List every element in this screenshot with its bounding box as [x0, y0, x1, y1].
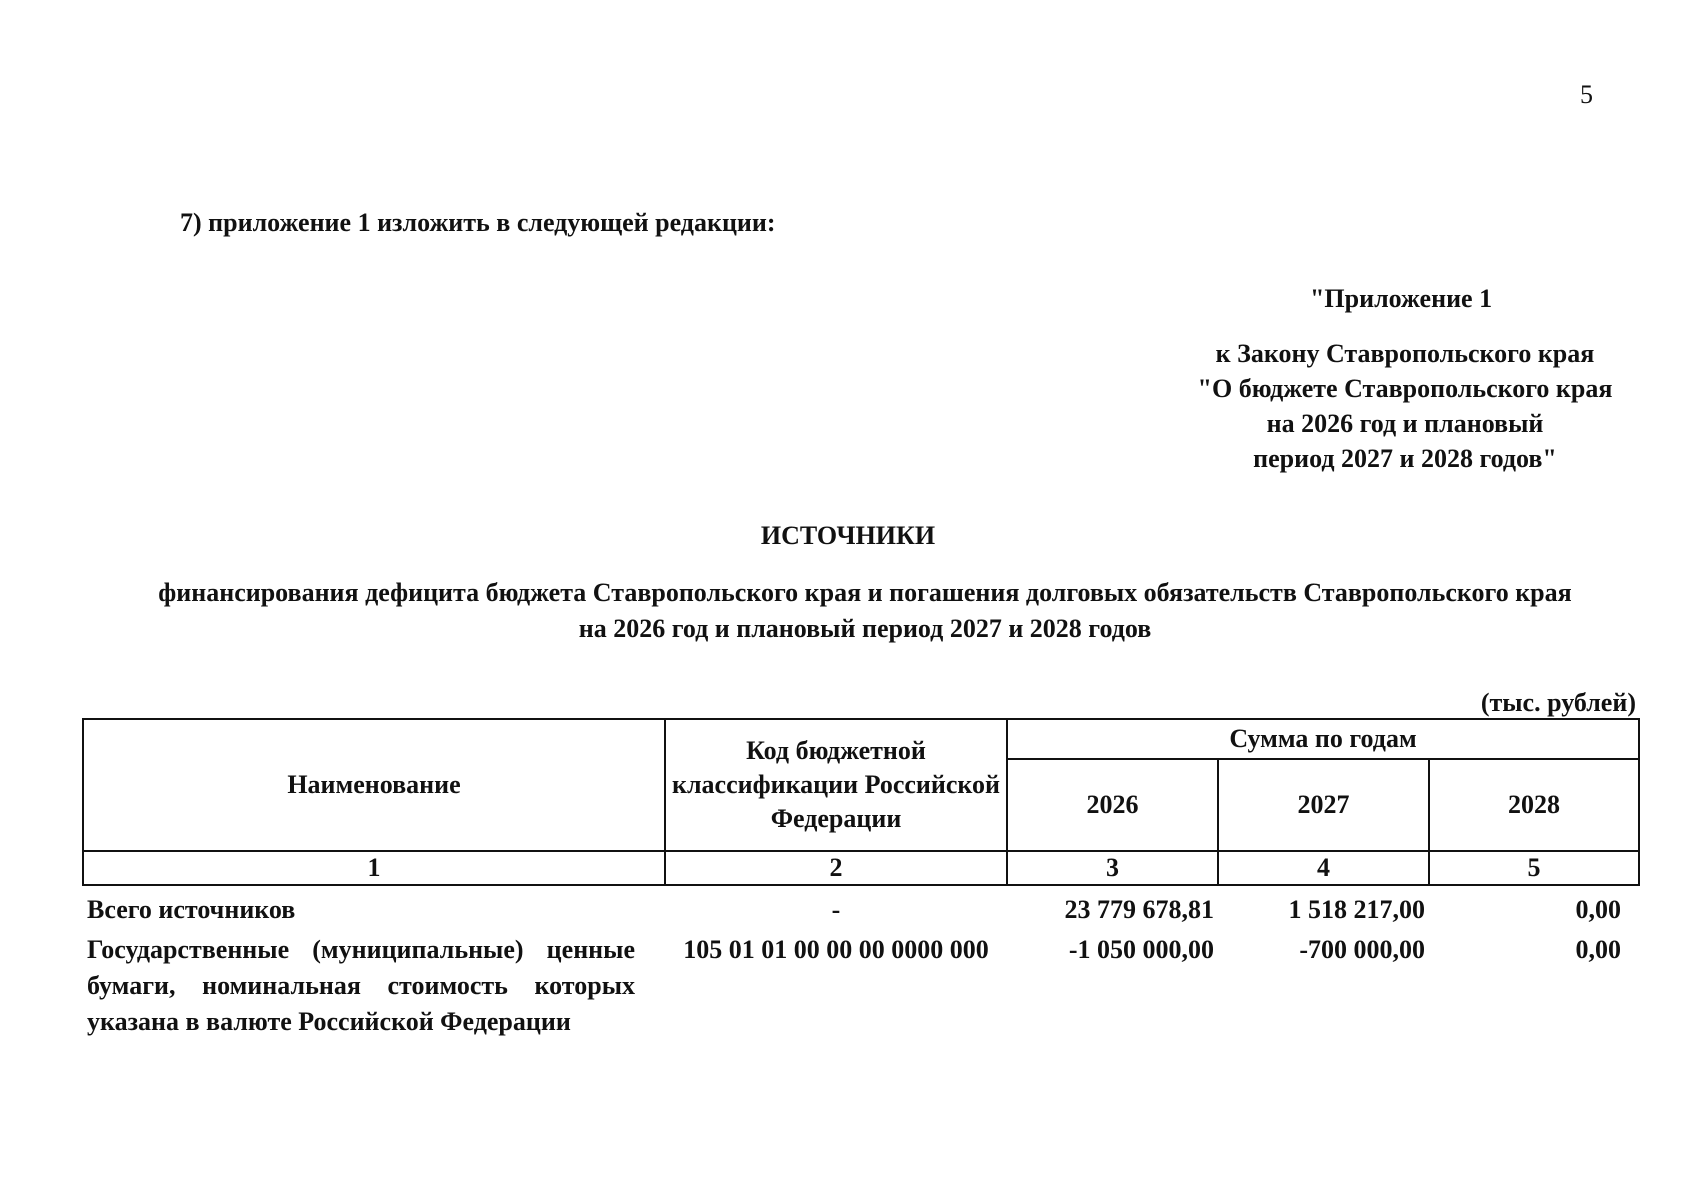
table-row	[83, 930, 1639, 1042]
header-code: Код бюджетной классификации Российской Федерации	[665, 719, 1007, 851]
row-amount-2028: 0,00	[1575, 895, 1622, 924]
row-amount-2027: 1 518 217,00	[1288, 895, 1425, 924]
header-sum-by-years: Сумма по годам	[1007, 719, 1639, 759]
document-subheading	[100, 575, 1630, 647]
header-year: 2026	[1007, 759, 1218, 851]
column-number: 3	[1007, 851, 1218, 885]
appendix-ref-line: "О бюджете Ставропольского края	[1197, 374, 1613, 403]
header-year: 2028	[1429, 759, 1639, 851]
appendix-ref-line: к Закону Ставропольского края	[1215, 339, 1595, 368]
header-year: 2027	[1218, 759, 1429, 851]
table-row	[83, 885, 1639, 930]
row-amount-2028: 0,00	[1575, 935, 1622, 964]
row-code: 105 01 01 00 00 00 0000 000	[683, 935, 989, 964]
row-name: Государственные (муниципальные) ценные бумаги, номинальная стоимость которых указана в валюте Российской Федерации	[87, 935, 635, 1036]
units-label: (тыс. рублей)	[1480, 688, 1636, 717]
row-name: Всего источников	[87, 895, 296, 924]
row-code: -	[831, 895, 841, 924]
column-number: 1	[83, 851, 665, 885]
row-amount-2026: 23 779 678,81	[1064, 895, 1214, 924]
header-name: Наименование	[83, 719, 665, 851]
amendment-instruction: 7) приложение 1 изложить в следующей редакции:	[180, 208, 776, 237]
column-number: 2	[665, 851, 1007, 885]
row-amount-2027: -700 000,00	[1299, 935, 1425, 964]
appendix-ref-line: период 2027 и 2028 годов"	[1253, 444, 1557, 473]
row-amount-2026: -1 050 000,00	[1068, 935, 1214, 964]
appendix-ref-line: на 2026 год и плановый	[1266, 409, 1544, 438]
column-number: 4	[1218, 851, 1429, 885]
subheading-line: финансирования дефицита бюджета Ставропольского края и погашения долговых обязательств Ставропольского края	[158, 578, 1572, 607]
column-number: 5	[1429, 851, 1639, 885]
document-heading: ИСТОЧНИКИ	[760, 521, 936, 550]
page-number: 5	[1580, 80, 1593, 109]
appendix-reference	[1190, 336, 1620, 476]
subheading-line: на 2026 год и плановый период 2027 и 2028 годов	[578, 614, 1152, 643]
appendix-title: "Приложение 1	[1310, 284, 1493, 313]
financing-sources-table	[82, 718, 1640, 1042]
